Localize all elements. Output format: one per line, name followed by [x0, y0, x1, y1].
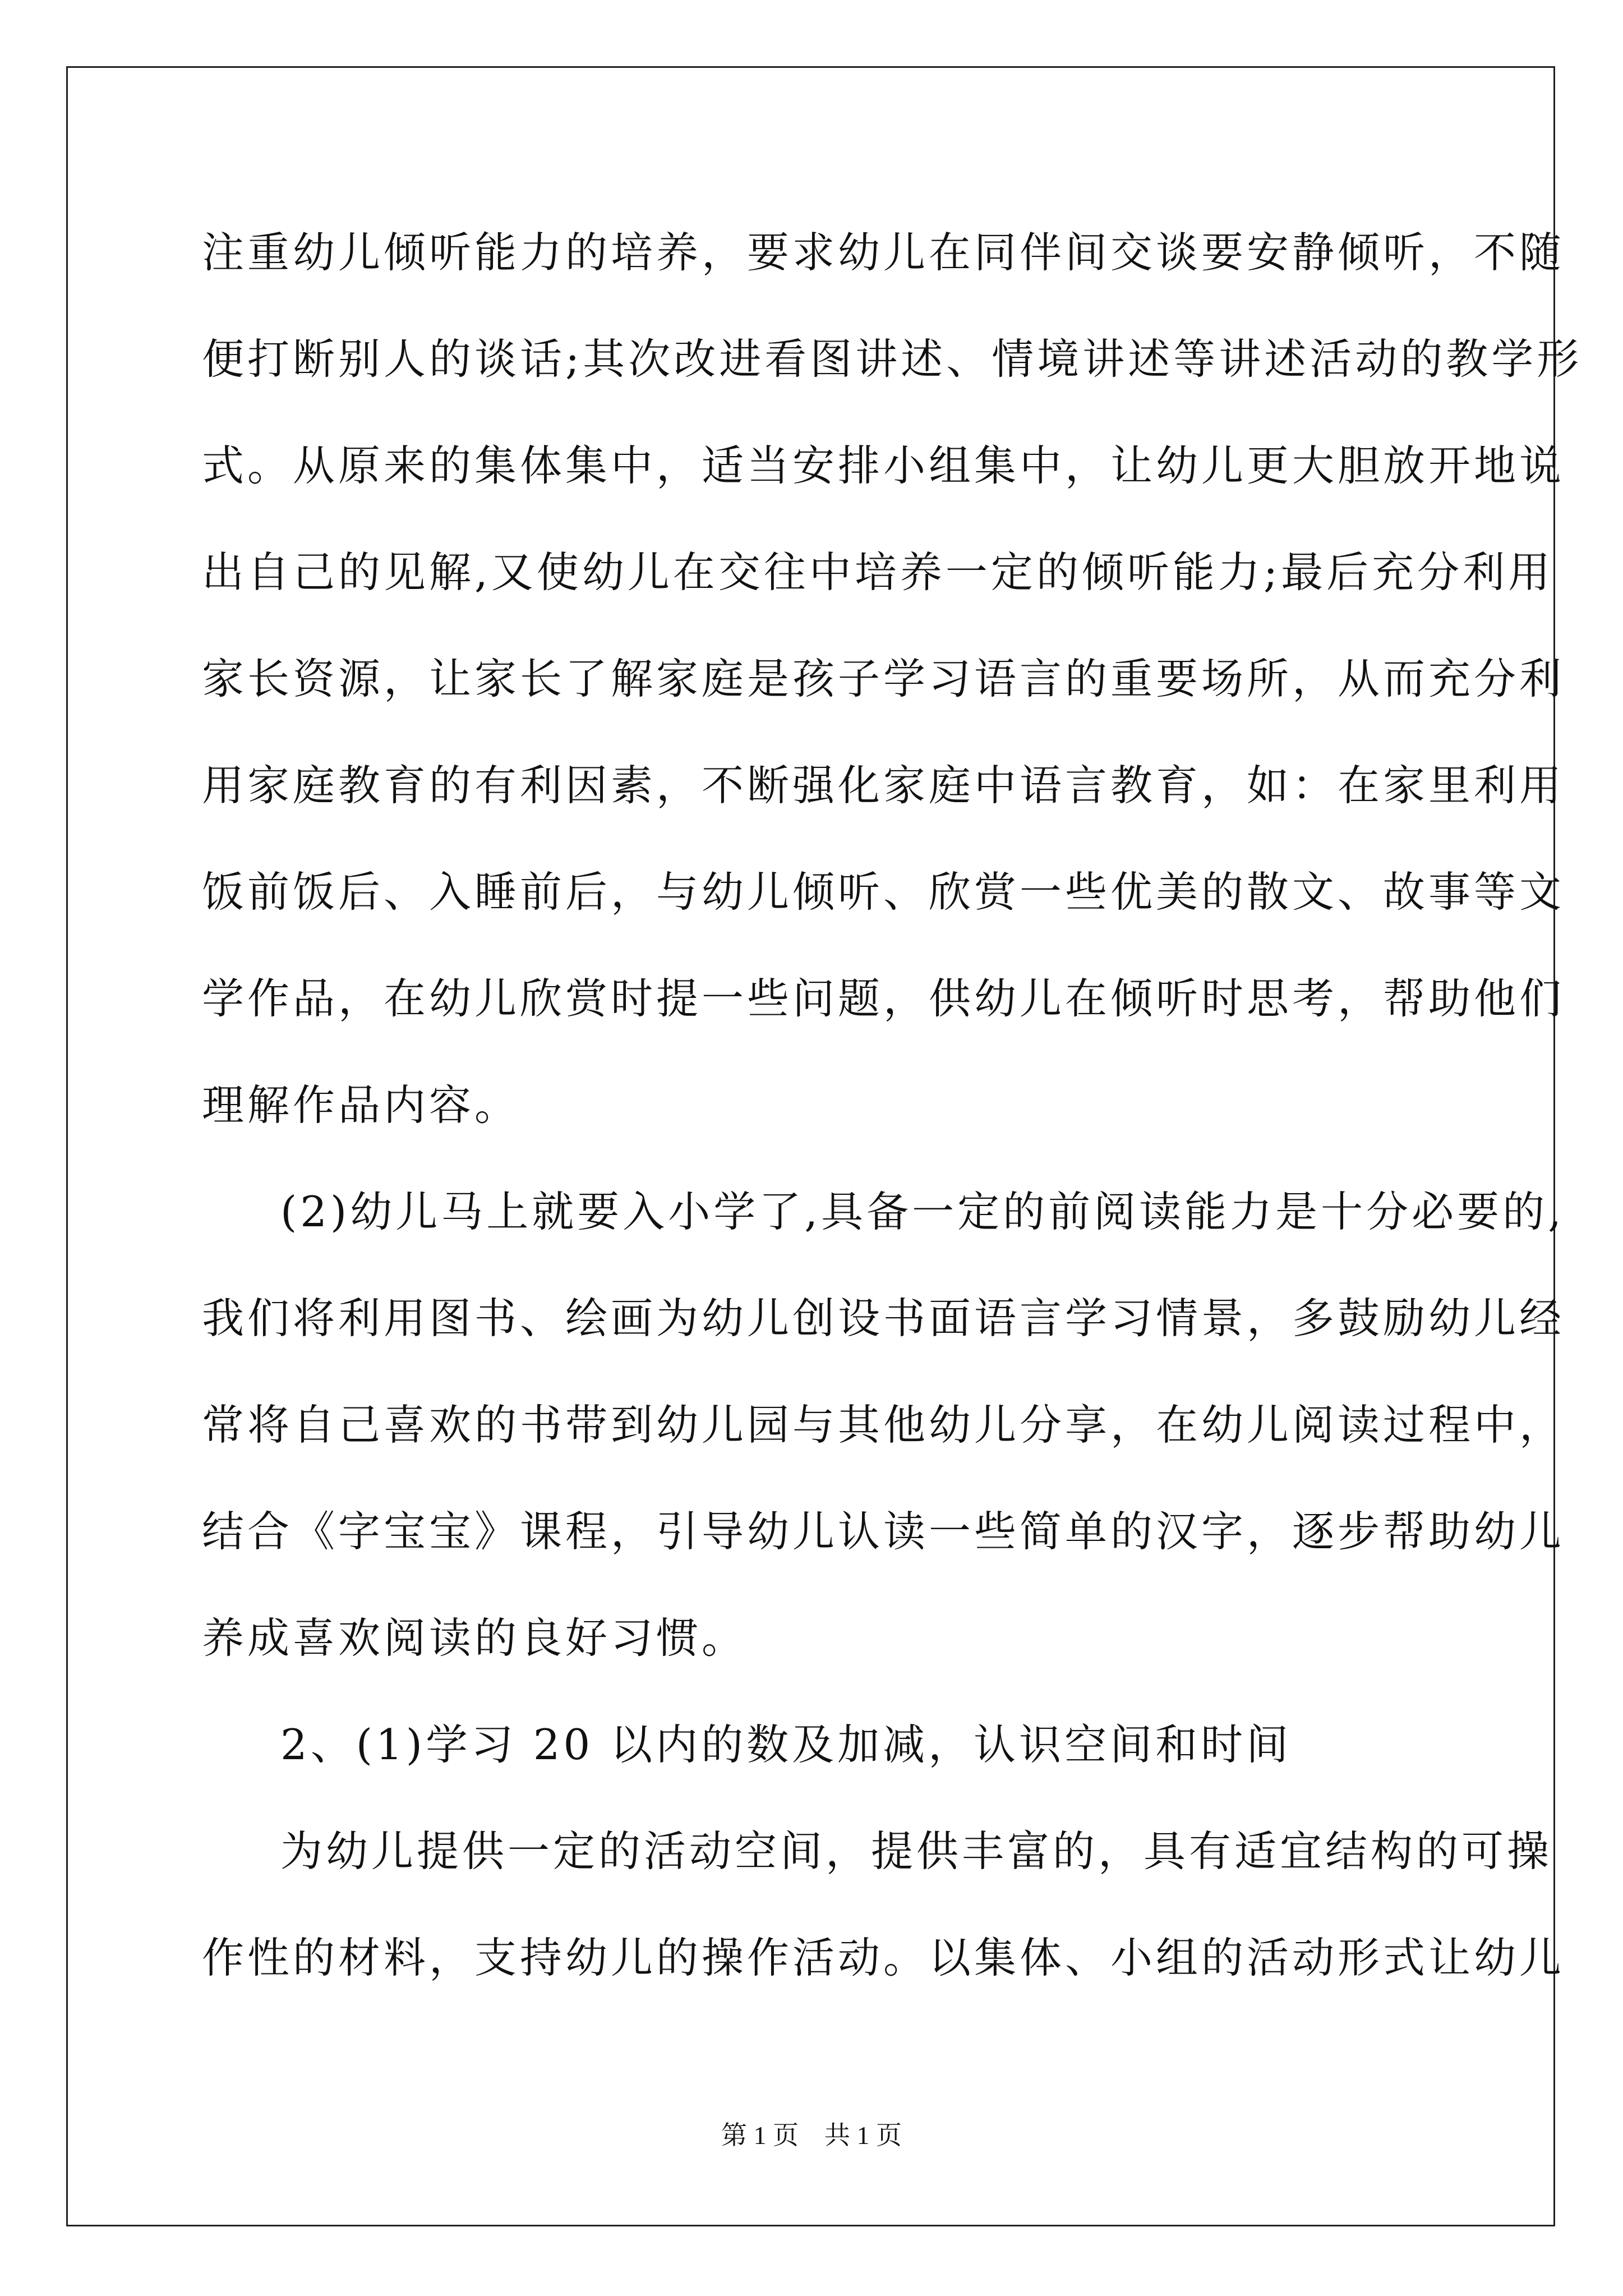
text-line: 饭前饭后、入睡前后，与幼儿倾听、欣赏一些优美的散文、故事等文 [202, 867, 1565, 917]
text-line: 注重幼儿倾听能力的培养，要求幼儿在同伴间交谈要安静倾听，不随 [202, 228, 1565, 277]
text-line: 式。从原来的集体集中，适当安排小组集中，让幼儿更大胆放开地说 [202, 441, 1565, 490]
text-line: 为幼儿提供一定的活动空间，提供丰富的，具有适宜结构的可操 [280, 1826, 1553, 1876]
text-line: 理解作品内容。 [202, 1080, 520, 1130]
page-footer: 第 1 页 共 1 页 [721, 2121, 902, 2150]
text-line: 养成喜欢阅读的良好习惯。 [202, 1613, 748, 1663]
text-line: 作性的材料，支持幼儿的操作活动。以集体、小组的活动形式让幼儿 [202, 1933, 1565, 1982]
text-line: 便打断别人的谈话;其次改进看图讲述、情境讲述等讲述活动的教学形 [202, 334, 1583, 384]
text-line: 出自己的见解,又使幼儿在交往中培养一定的倾听能力;最后充分利用 [202, 547, 1554, 597]
text-line: 家长资源，让家长了解家庭是孩子学习语言的重要场所，从而充分利 [202, 654, 1565, 703]
text-line: 用家庭教育的有利因素，不断强化家庭中语言教育，如：在家里利用 [202, 761, 1565, 810]
text-line: 学作品，在幼儿欣赏时提一些问题，供幼儿在倾听时思考，帮助他们 [202, 974, 1565, 1023]
text-line: 常将自己喜欢的书带到幼儿园与其他幼儿分享，在幼儿阅读过程中， [202, 1400, 1565, 1450]
text-line: 结合《字宝宝》课程，引导幼儿认读一些简单的汉字，逐步帮助幼儿 [202, 1507, 1565, 1556]
text-line: (2)幼儿马上就要入小学了,具备一定的前阅读能力是十分必要的, [280, 1187, 1565, 1236]
text-line: 我们将利用图书、绘画为幼儿创设书面语言学习情景，多鼓励幼儿经 [202, 1294, 1565, 1343]
text-line: 2、(1)学习 20 以内的数及加减，认识空间和时间 [280, 1720, 1292, 1769]
